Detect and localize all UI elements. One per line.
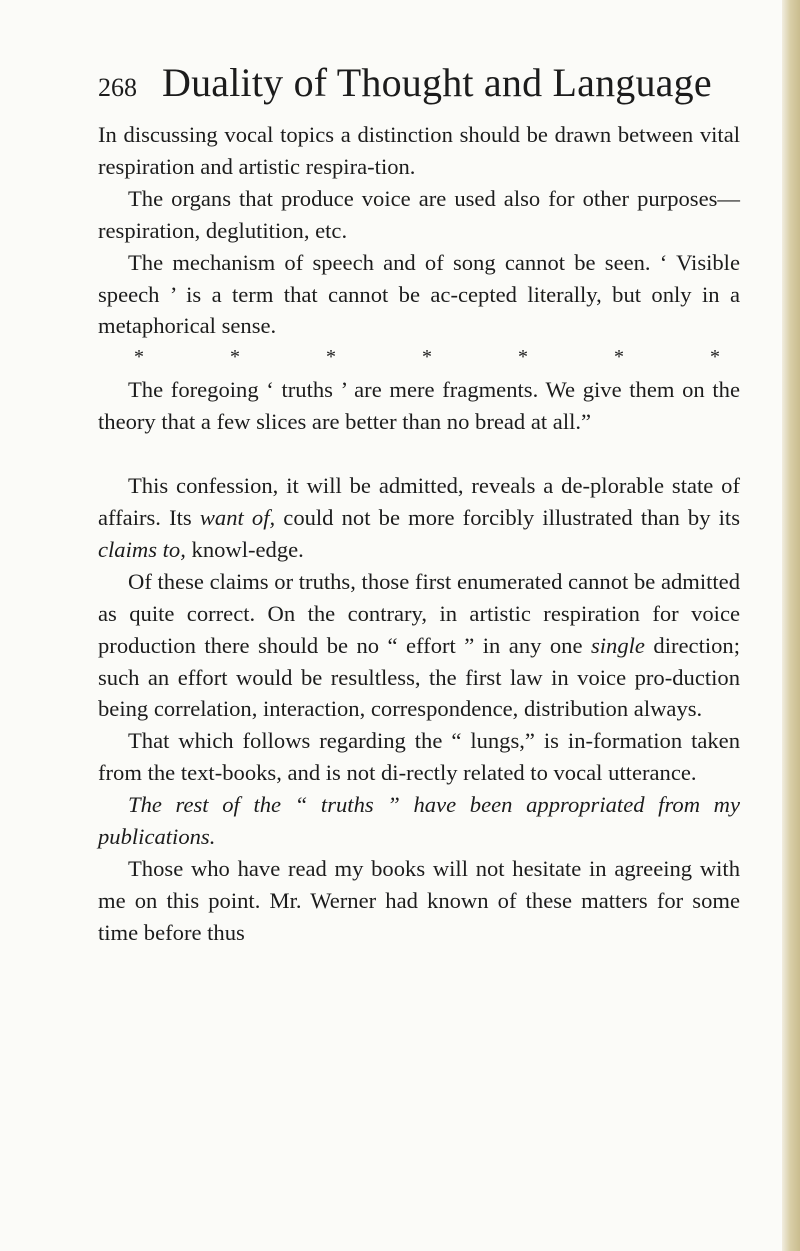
- text-run: could not be more forcibly illustrated than by its: [275, 504, 740, 530]
- running-title: Duality of Thought and Language: [162, 60, 712, 105]
- asterisk: *: [326, 346, 336, 369]
- text-run: This confession, it will be admitted, reveals a de-plorable state of affairs. Its: [98, 473, 740, 530]
- page-header: [98, 58, 740, 113]
- paragraph-3: The mechanism of speech and of song cannot be seen. ‘ Visible speech ’ is a term that cannot be ac-cepted literally, but only in a metaphorical sense.: [98, 249, 740, 339]
- asterisk: *: [518, 346, 528, 369]
- italic-word: single: [590, 632, 645, 658]
- paragraph-4: The foregoing ‘ truths ’ are mere fragments. We give them on the theory that a few slices are better than no bread at all.”: [98, 377, 740, 435]
- paragraph-1: In discussing vocal topics a distinction should be drawn between vital respiration and artistic respira-tion.: [98, 122, 740, 179]
- page-number: 268: [98, 73, 137, 102]
- paragraph-5: [98, 470, 740, 566]
- asterisk: *: [710, 346, 720, 369]
- asterisk: *: [134, 346, 144, 369]
- asterisk: *: [422, 346, 432, 369]
- page-edge-shadow: [782, 0, 800, 1251]
- paragraph-6: [98, 566, 740, 726]
- paragraph-7: That which follows regarding the “ lungs,” is in-formation taken from the text-books, and is not di-rectly related to vocal utterance.: [98, 728, 740, 786]
- italic-phrase: claims to,: [98, 536, 186, 562]
- paragraph-8: [98, 789, 740, 853]
- asterisk: *: [614, 346, 624, 369]
- body-text: [98, 119, 740, 949]
- italic-phrase: want of,: [199, 504, 276, 530]
- paragraph-2: The organs that produce voice are used also for other purposes—respiration, deglutition, etc.: [98, 185, 740, 243]
- asterisk-separator: [98, 342, 740, 374]
- asterisk: *: [230, 346, 240, 369]
- text-run: knowl-edge.: [185, 536, 304, 562]
- book-page: [98, 58, 740, 949]
- text-run: Of these claims or truths, those first enumerated cannot be admitted as quite correct. On the contrary, in artistic respiration for voice production there should be no “ effort ” in any one: [98, 568, 740, 658]
- text-run: direction; such an effort would be resultless, the first law in voice pro-duction being correlation, interaction, correspondence, distribution always.: [98, 632, 740, 722]
- italic-sentence: The rest of the “ truths ” have been appropriated from my publications.: [98, 792, 740, 850]
- paragraph-9: Those who have read my books will not hesitate in agreeing with me on this point. Mr. Werner had known of these matters for some time before thus: [98, 855, 740, 945]
